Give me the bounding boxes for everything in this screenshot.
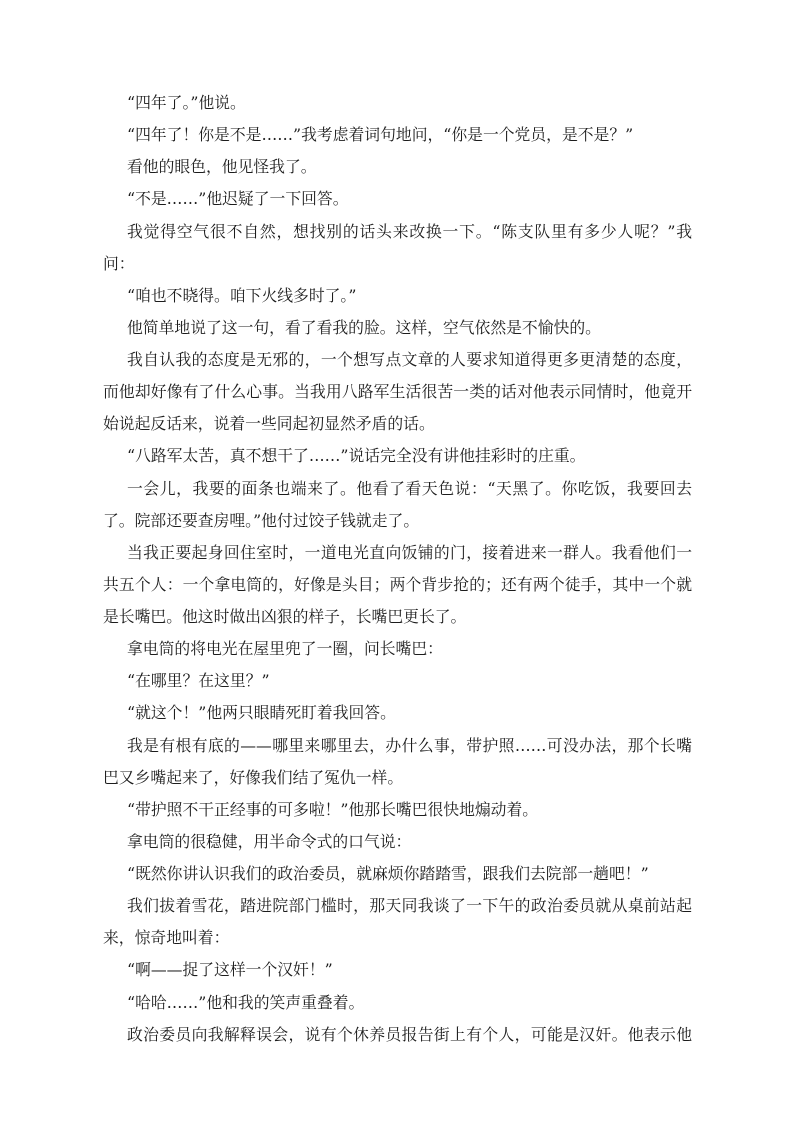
text-line: “咱也不晓得。咱下火线多时了。” bbox=[127, 285, 357, 305]
text-line: 政治委员向我解释误会，说有个休养员报告街上有个人，可能是汉奸。他表示他 bbox=[127, 1024, 692, 1044]
paragraph bbox=[103, 344, 692, 440]
text-line: “就这个！”他两只眼睛死盯着我回答。 bbox=[127, 703, 396, 723]
paragraph bbox=[103, 730, 692, 794]
text-line: 看他的眼色，他见怪我了。 bbox=[127, 157, 317, 177]
paragraph bbox=[103, 280, 692, 312]
text-line: “八路军太苦，真不想干了……”说话完全没有讲他挂彩时的庄重。 bbox=[127, 446, 586, 466]
text-line: “四年了！你是不是……”我考虑着词句地问，“你是一个党员，是不是？” bbox=[127, 125, 634, 145]
paragraph bbox=[103, 697, 692, 729]
text-line: “四年了。”他说。 bbox=[127, 93, 246, 112]
paragraph bbox=[103, 633, 692, 665]
text-line: 来，惊奇地叫着： bbox=[103, 928, 230, 948]
text-line: 而他却好像有了什么心事。当我用八路军生活很苦一类的话对他表示同情时，他竟开 bbox=[103, 382, 692, 402]
text-line: 始说起反话来，说着一些同起初显然矛盾的话。 bbox=[103, 414, 435, 434]
text-line: 我是有根有底的——哪里来哪里去，办什么事，带护照……可没办法，那个长嘴 bbox=[127, 735, 692, 755]
paragraph bbox=[103, 216, 692, 280]
paragraph bbox=[103, 151, 692, 183]
text-line: 一会儿，我要的面条也端来了。他看了看天色说：“天黑了。你吃饭，我要回去 bbox=[127, 478, 692, 498]
text-line: “在哪里？在这里？” bbox=[127, 671, 270, 691]
paragraph bbox=[103, 1019, 692, 1051]
paragraph bbox=[103, 537, 692, 633]
text-line: 我觉得空气很不自然，想找别的话头来改换一下。“陈支队里有多少人呢？”我 bbox=[127, 221, 692, 241]
paragraph bbox=[103, 858, 692, 890]
paragraph bbox=[103, 954, 692, 986]
paragraph bbox=[103, 987, 692, 1019]
paragraph bbox=[103, 890, 692, 954]
text-line: “啊——捉了这样一个汉奸！” bbox=[127, 960, 333, 980]
paragraph bbox=[103, 119, 692, 151]
text-line: 巴又乡嘴起来了，好像我们结了冤仇一样。 bbox=[103, 767, 404, 787]
text-line: 我们拔着雪花，踏进院部门槛时，那天同我谈了一下午的政治委员就从桌前站起 bbox=[127, 896, 692, 916]
text-line: 我自认我的态度是无邪的，一个想写点文章的人要求知道得更多更清楚的态度， bbox=[127, 350, 692, 369]
paragraph bbox=[103, 665, 692, 697]
text-line: 拿电筒的将电光在屋里兜了一圈，问长嘴巴： bbox=[127, 639, 443, 659]
body-text bbox=[103, 87, 692, 1051]
text-line: 拿电筒的很稳健，用半命令式的口气说： bbox=[127, 831, 412, 851]
text-line: “哈哈……”他和我的笑声重叠着。 bbox=[127, 992, 365, 1012]
text-line: 问： bbox=[103, 253, 135, 273]
paragraph bbox=[103, 826, 692, 858]
text-line: “带护照不干正经事的可多啦！”他那长嘴巴很快地煽动着。 bbox=[127, 799, 539, 819]
text-line: “不是……”他迟疑了一下回答。 bbox=[127, 189, 349, 209]
paragraph bbox=[103, 183, 692, 215]
paragraph bbox=[103, 440, 692, 472]
text-line: “既然你讲认识我们的政治委员，就麻烦你踏踏雪，跟我们去院部一趟吧！” bbox=[127, 864, 649, 883]
paragraph bbox=[103, 794, 692, 826]
text-line: 他简单地说了这一句，看了看我的脸。这样，空气依然是不愉快的。 bbox=[127, 317, 601, 337]
paragraph bbox=[103, 312, 692, 344]
text-line: 当我正要起身回住室时，一道电光直向饭铺的门，接着进来一群人。我看他们一 bbox=[127, 542, 692, 562]
paragraph bbox=[103, 87, 692, 119]
text-line: 共五个人：一个拿电筒的，好像是头目；两个背步抢的；还有两个徒手，其中一个就 bbox=[103, 574, 692, 594]
text-line: 了。院部还要查房哩。”他付过饺子钱就走了。 bbox=[103, 510, 420, 530]
text-line: 是长嘴巴。他这时做出凶狠的样子，长嘴巴更长了。 bbox=[103, 607, 467, 626]
paragraph bbox=[103, 473, 692, 537]
